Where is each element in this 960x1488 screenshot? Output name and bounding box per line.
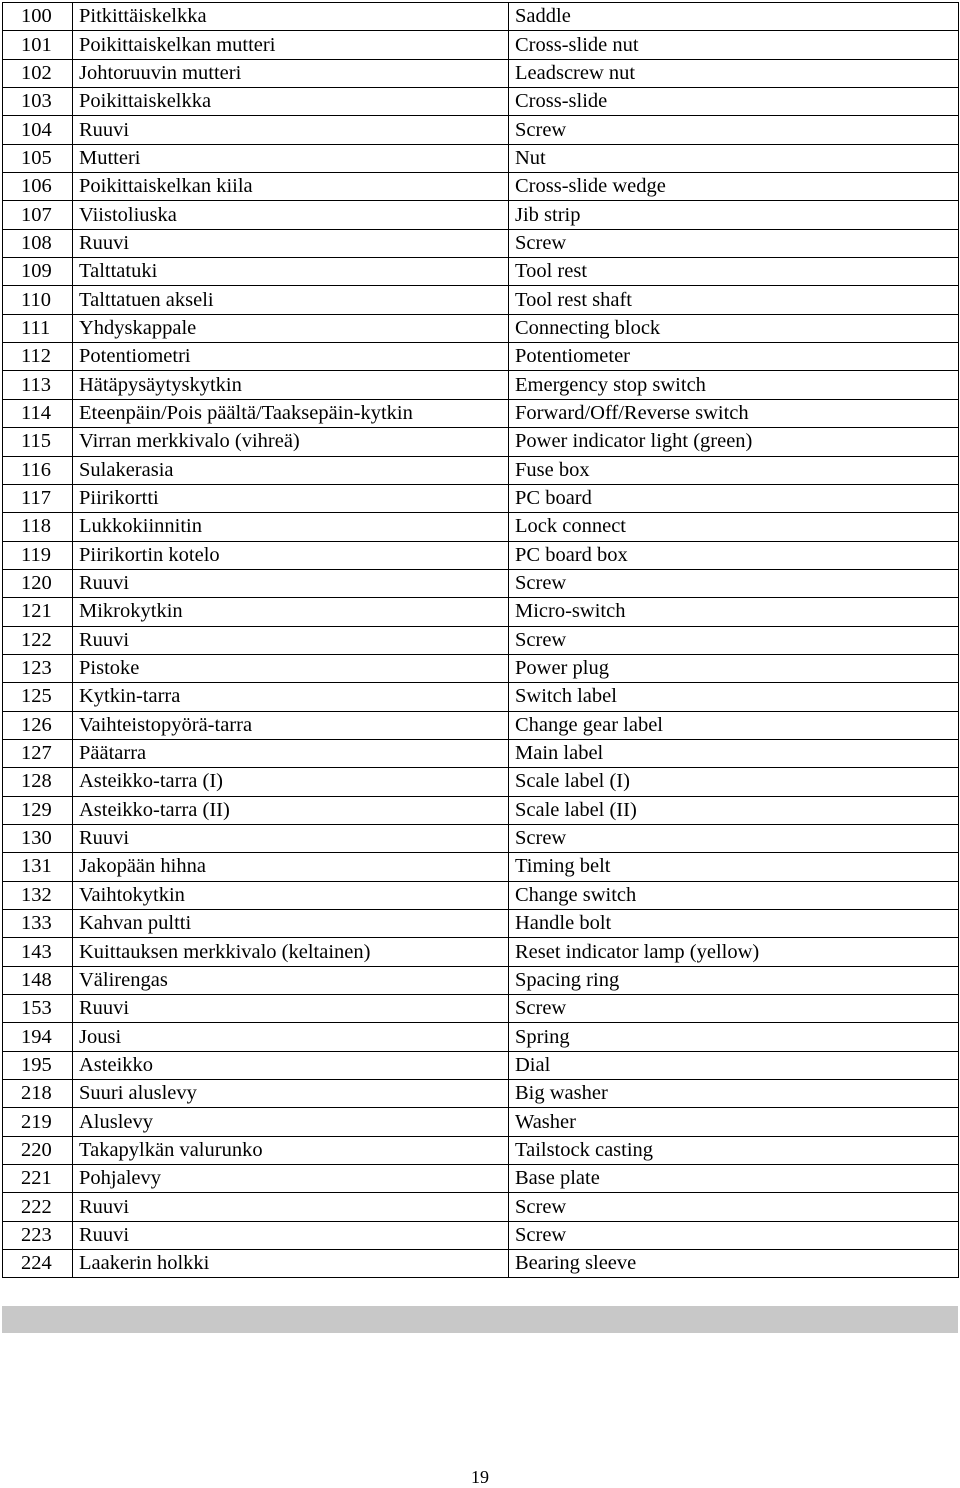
table-row [3,1193,959,1221]
part-number-cell: 112 [3,343,73,371]
finnish-name-cell: Mutteri [73,144,509,172]
english-name-cell: Leadscrew nut [509,59,959,87]
part-number-cell: 130 [3,824,73,852]
english-name-cell: Cross-slide [509,88,959,116]
english-name-cell: Jib strip [509,201,959,229]
finnish-name-cell: Mikrokytkin [73,598,509,626]
table-row [3,513,959,541]
table-row [3,853,959,881]
table-row [3,1136,959,1164]
part-number-cell: 148 [3,966,73,994]
english-name-cell: Power plug [509,654,959,682]
part-number-cell: 114 [3,399,73,427]
finnish-name-cell: Päätarra [73,739,509,767]
part-number-cell: 115 [3,428,73,456]
english-name-cell: Base plate [509,1165,959,1193]
table-row [3,739,959,767]
part-number-cell: 107 [3,201,73,229]
english-name-cell: Bearing sleeve [509,1250,959,1278]
finnish-name-cell: Pitkittäiskelkka [73,3,509,31]
finnish-name-cell: Hätäpysäytyskytkin [73,371,509,399]
finnish-name-cell: Välirengas [73,966,509,994]
english-name-cell: Scale label (II) [509,796,959,824]
finnish-name-cell: Asteikko-tarra (I) [73,768,509,796]
parts-table-body [3,3,959,1278]
part-number-cell: 100 [3,3,73,31]
part-number-cell: 132 [3,881,73,909]
part-number-cell: 195 [3,1051,73,1079]
part-number-cell: 221 [3,1165,73,1193]
part-number-cell: 104 [3,116,73,144]
table-row [3,1080,959,1108]
finnish-name-cell: Asteikko-tarra (II) [73,796,509,824]
part-number-cell: 116 [3,456,73,484]
table-row [3,910,959,938]
table-row [3,995,959,1023]
part-number-cell: 129 [3,796,73,824]
english-name-cell: Switch label [509,683,959,711]
english-name-cell: Forward/Off/Reverse switch [509,399,959,427]
english-name-cell: Screw [509,569,959,597]
finnish-name-cell: Sulakerasia [73,456,509,484]
table-row [3,456,959,484]
english-name-cell: Change gear label [509,711,959,739]
finnish-name-cell: Ruuvi [73,116,509,144]
finnish-name-cell: Laakerin holkki [73,1250,509,1278]
table-row [3,258,959,286]
table-row [3,116,959,144]
table-row [3,1051,959,1079]
finnish-name-cell: Johtoruuvin mutteri [73,59,509,87]
finnish-name-cell: Ruuvi [73,1221,509,1249]
footer-separator-bar [2,1306,958,1333]
english-name-cell: Saddle [509,3,959,31]
table-row [3,144,959,172]
table-row [3,626,959,654]
table-row [3,428,959,456]
part-number-cell: 110 [3,286,73,314]
finnish-name-cell: Aluslevy [73,1108,509,1136]
finnish-name-cell: Poikittaiskelkan mutteri [73,31,509,59]
part-number-cell: 223 [3,1221,73,1249]
table-row [3,966,959,994]
finnish-name-cell: Talttatuen akseli [73,286,509,314]
finnish-name-cell: Potentiometri [73,343,509,371]
english-name-cell: Screw [509,229,959,257]
part-number-cell: 103 [3,88,73,116]
english-name-cell: Main label [509,739,959,767]
finnish-name-cell: Yhdyskappale [73,314,509,342]
finnish-name-cell: Poikittaiskelkan kiila [73,173,509,201]
finnish-name-cell: Jakopään hihna [73,853,509,881]
table-row [3,654,959,682]
english-name-cell: Screw [509,116,959,144]
finnish-name-cell: Vaihtokytkin [73,881,509,909]
table-row [3,1250,959,1278]
table-row [3,1165,959,1193]
english-name-cell: Dial [509,1051,959,1079]
english-name-cell: Potentiometer [509,343,959,371]
part-number-cell: 128 [3,768,73,796]
finnish-name-cell: Kuittauksen merkkivalo (keltainen) [73,938,509,966]
english-name-cell: Screw [509,1221,959,1249]
finnish-name-cell: Pohjalevy [73,1165,509,1193]
english-name-cell: Tailstock casting [509,1136,959,1164]
english-name-cell: Handle bolt [509,910,959,938]
table-row [3,938,959,966]
part-number-cell: 102 [3,59,73,87]
table-row [3,229,959,257]
english-name-cell: Screw [509,626,959,654]
part-number-cell: 119 [3,541,73,569]
english-name-cell: Tool rest shaft [509,286,959,314]
table-row [3,881,959,909]
english-name-cell: Change switch [509,881,959,909]
english-name-cell: Scale label (I) [509,768,959,796]
part-number-cell: 220 [3,1136,73,1164]
part-number-cell: 222 [3,1193,73,1221]
part-number-cell: 219 [3,1108,73,1136]
finnish-name-cell: Takapylkän valurunko [73,1136,509,1164]
english-name-cell: Connecting block [509,314,959,342]
finnish-name-cell: Talttatuki [73,258,509,286]
part-number-cell: 123 [3,654,73,682]
part-number-cell: 125 [3,683,73,711]
english-name-cell: Fuse box [509,456,959,484]
table-row [3,598,959,626]
part-number-cell: 194 [3,1023,73,1051]
table-row [3,768,959,796]
table-row [3,711,959,739]
part-number-cell: 101 [3,31,73,59]
finnish-name-cell: Ruuvi [73,569,509,597]
part-number-cell: 118 [3,513,73,541]
english-name-cell: Screw [509,995,959,1023]
english-name-cell: Lock connect [509,513,959,541]
english-name-cell: Micro-switch [509,598,959,626]
english-name-cell: PC board box [509,541,959,569]
part-number-cell: 131 [3,853,73,881]
table-row [3,541,959,569]
finnish-name-cell: Ruuvi [73,995,509,1023]
part-number-cell: 113 [3,371,73,399]
finnish-name-cell: Piirikortin kotelo [73,541,509,569]
finnish-name-cell: Ruuvi [73,229,509,257]
part-number-cell: 133 [3,910,73,938]
part-number-cell: 111 [3,314,73,342]
english-name-cell: Cross-slide wedge [509,173,959,201]
part-number-cell: 106 [3,173,73,201]
english-name-cell: Screw [509,824,959,852]
part-number-cell: 108 [3,229,73,257]
finnish-name-cell: Ruuvi [73,824,509,852]
finnish-name-cell: Asteikko [73,1051,509,1079]
finnish-name-cell: Ruuvi [73,626,509,654]
english-name-cell: Timing belt [509,853,959,881]
table-row [3,59,959,87]
finnish-name-cell: Piirikortti [73,484,509,512]
part-number-cell: 143 [3,938,73,966]
english-name-cell: Washer [509,1108,959,1136]
finnish-name-cell: Pistoke [73,654,509,682]
table-row [3,1221,959,1249]
english-name-cell: Emergency stop switch [509,371,959,399]
english-name-cell: Nut [509,144,959,172]
table-row [3,3,959,31]
part-number-cell: 126 [3,711,73,739]
table-row [3,286,959,314]
table-row [3,173,959,201]
table-row [3,569,959,597]
table-row [3,343,959,371]
english-name-cell: Power indicator light (green) [509,428,959,456]
finnish-name-cell: Suuri aluslevy [73,1080,509,1108]
english-name-cell: Spring [509,1023,959,1051]
part-number-cell: 105 [3,144,73,172]
finnish-name-cell: Viistoliuska [73,201,509,229]
finnish-name-cell: Kahvan pultti [73,910,509,938]
part-number-cell: 122 [3,626,73,654]
table-row [3,399,959,427]
finnish-name-cell: Kytkin-tarra [73,683,509,711]
part-number-cell: 109 [3,258,73,286]
finnish-name-cell: Ruuvi [73,1193,509,1221]
part-number-cell: 153 [3,995,73,1023]
part-number-cell: 218 [3,1080,73,1108]
table-row [3,683,959,711]
english-name-cell: Spacing ring [509,966,959,994]
table-row [3,1023,959,1051]
table-row [3,88,959,116]
finnish-name-cell: Jousi [73,1023,509,1051]
finnish-name-cell: Vaihteistopyörä-tarra [73,711,509,739]
finnish-name-cell: Poikittaiskelkka [73,88,509,116]
table-row [3,201,959,229]
part-number-cell: 121 [3,598,73,626]
table-row [3,484,959,512]
table-row [3,824,959,852]
part-number-cell: 224 [3,1250,73,1278]
table-row [3,1108,959,1136]
english-name-cell: Reset indicator lamp (yellow) [509,938,959,966]
table-row [3,31,959,59]
finnish-name-cell: Virran merkkivalo (vihreä) [73,428,509,456]
table-row [3,314,959,342]
part-number-cell: 117 [3,484,73,512]
part-number-cell: 120 [3,569,73,597]
finnish-name-cell: Lukkokiinnitin [73,513,509,541]
finnish-name-cell: Eteenpäin/Pois päältä/Taaksepäin-kytkin [73,399,509,427]
english-name-cell: Tool rest [509,258,959,286]
table-row [3,796,959,824]
page-number: 19 [471,1467,489,1487]
parts-table [2,2,959,1278]
english-name-cell: Big washer [509,1080,959,1108]
table-row [3,371,959,399]
part-number-cell: 127 [3,739,73,767]
english-name-cell: Screw [509,1193,959,1221]
english-name-cell: Cross-slide nut [509,31,959,59]
english-name-cell: PC board [509,484,959,512]
